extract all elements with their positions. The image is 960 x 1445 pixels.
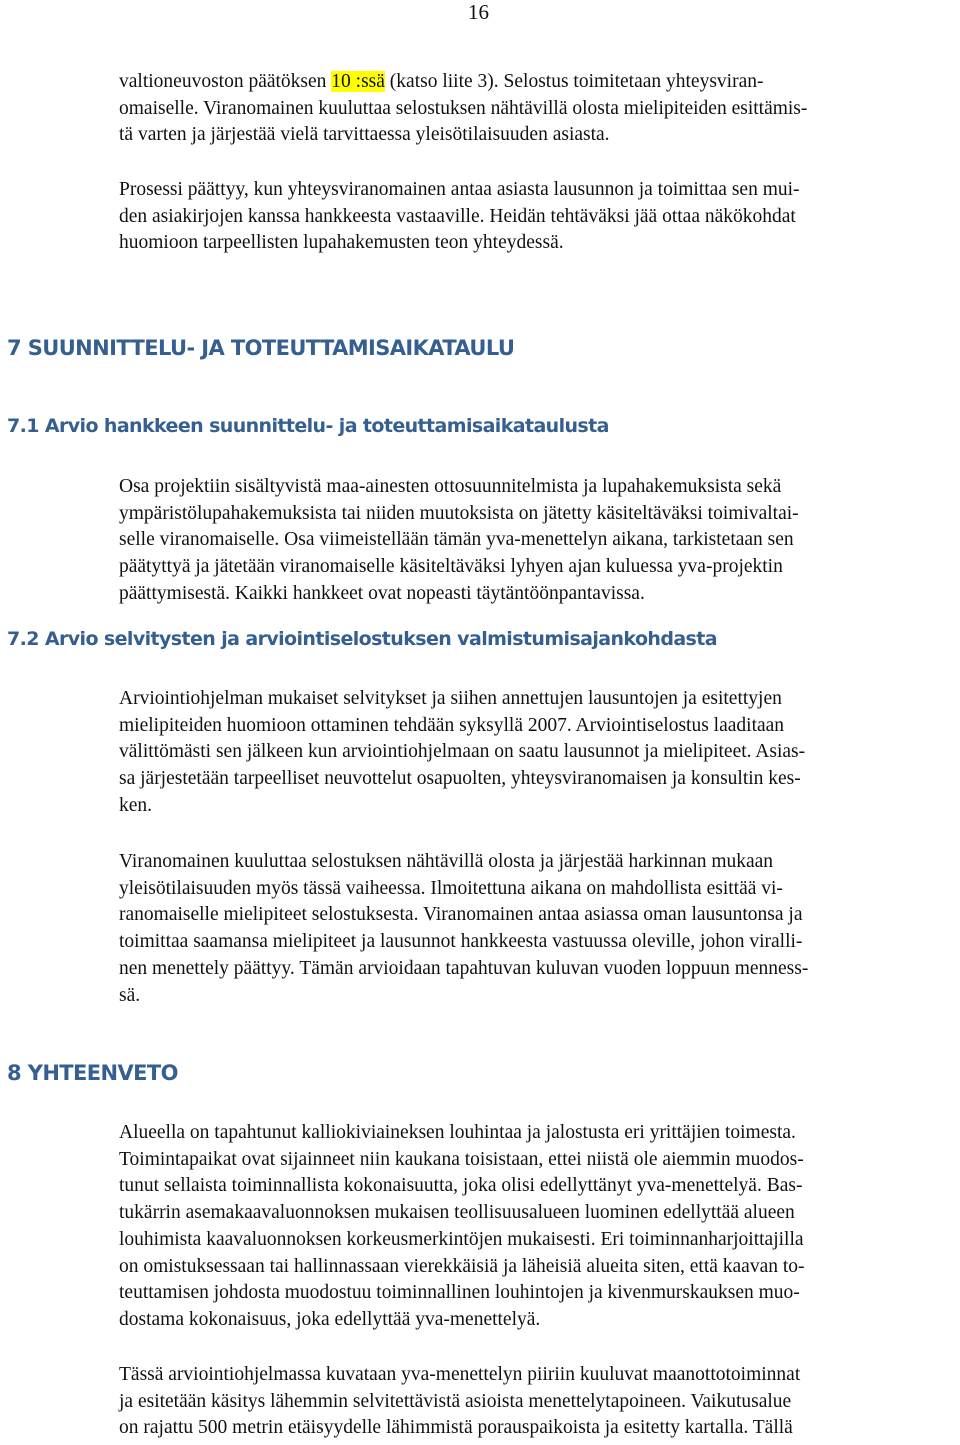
- text-line: Prosessi päättyy, kun yhteysviranomainen antaa asiasta lausunnon ja toimittaa sen mui-: [119, 179, 800, 200]
- text-line: louhimista kaavaluonnoksen korkeusmerkintöjen mukaisesti. Eri toiminnanharjoittajilla: [119, 1228, 804, 1250]
- text-line: Tässä arviointiohjelmassa kuvataan yva-menettelyn piiriin kuuluvat maanottotoiminnat: [119, 1364, 801, 1385]
- paragraph-viranomainen: [119, 849, 957, 1009]
- paragraph-alueella: [119, 1120, 957, 1334]
- paragraph-arviointiohjelma: [119, 686, 957, 820]
- paragraph-projektit: [119, 474, 957, 608]
- text-line: ympäristölupahakemuksista tai niiden muutoksista on jätetty käsiteltäväksi toimivaltai-: [119, 502, 799, 524]
- text-line: dostama kokonaisuus, joka edellyttää yva-menettelyä.: [119, 1308, 541, 1330]
- page-number: 16: [468, 0, 489, 24]
- text-line: Arviointiohjelman mukaiset selvitykset ja siihen annettujen lausuntojen ja esitettyjen: [119, 688, 782, 709]
- text-line: välittömästi sen jälkeen kun arviointiohjelmaan on saatu lausunnot ja mielipiteet. Asias-: [119, 741, 806, 763]
- paragraph-prosessi: [119, 177, 957, 257]
- highlighted-section-ref: 10 :ssä: [331, 71, 385, 92]
- text-line: den asiakirjojen kanssa hankkeesta vastaaville. Heidän tehtäväksi jää ottaa näkökohdat: [119, 205, 796, 227]
- text-line: yleisötilaisuuden myös tässä vaiheessa. Ilmoitettuna aikana on mahdollista esittää vi-: [119, 877, 783, 899]
- text-line: nen menettely päättyy. Tämän arvioidaan tapahtuvan kuluvan vuoden loppuun menness-: [119, 957, 809, 979]
- heading-8: 8 YHTEENVETO: [7, 1061, 178, 1085]
- text-line: päätyttyä ja jätetään viranomaiselle käsiteltäväksi lyhyen ajan kuluessa yva-projektin: [119, 556, 783, 578]
- text-line: on rajattu 500 metrin etäisyydelle lähimmistä porauspaikoista ja esitetty kartalla. Tällä: [119, 1417, 793, 1439]
- text-line: on omistuksessaan tai hallinnassaan vierekkäisiä ja läheisiä alueita siten, että kaavan to-: [119, 1255, 805, 1277]
- text-line: tukärrin asemakaavaluonnoksen mukaisen teollisuusalueen luominen edellyttää alueen: [119, 1202, 795, 1224]
- text-line: Alueella on tapahtunut kalliokiviaineksen louhintaa ja jalostusta eri yrittäjien toimesta.: [119, 1122, 796, 1143]
- text-line: tunut sellaista toiminnallista kokonaisuutta, joka olisi edellyttänyt yva-menettelyä. Bas-: [119, 1175, 803, 1197]
- text-line: ja esitetään käsitys lähemmin selvitettävistä asioista menettelytapoineen. Vaikutusalue: [119, 1390, 792, 1412]
- text-line: Osa projektiin sisältyvistä maa-ainesten ottosuunnitelmista ja lupahakemuksista sekä: [119, 476, 782, 497]
- text-line: mielipiteiden huomioon ottaminen tehdään syksyllä 2007. Arviointiselostus laaditaan: [119, 714, 785, 736]
- heading-7-2: 7.2 Arvio selvitysten ja arviointiselostuksen valmistumisajankohdasta: [7, 628, 717, 650]
- text-line: Viranomainen kuuluttaa selostuksen nähtävillä olosta ja järjestää harkinnan mukaan: [119, 851, 774, 872]
- text-line: sä.: [119, 984, 141, 1006]
- heading-7: 7 SUUNNITTELU- JA TOTEUTTAMISAIKATAULU: [7, 336, 515, 360]
- text-line: tä varten ja järjestää vielä tarvittaessa yleisötilaisuuden asiasta.: [119, 124, 610, 146]
- text-line: päättymisestä. Kaikki hankkeet ovat nopeasti täytäntöönpantavissa.: [119, 582, 645, 604]
- text-line: omaiselle. Viranomainen kuuluttaa selostuksen nähtävillä olosta mielipiteiden esittämis-: [119, 97, 808, 119]
- text-line: toimittaa saamansa mielipiteet ja lausunnot hankkeesta vastuussa oleville, johon viralli-: [119, 931, 803, 953]
- paragraph-selostus: [119, 69, 957, 149]
- text-line: Toimintapaikat ovat sijainneet niin kaukana toisistaan, ettei niistä ole aiemmin muodos-: [119, 1148, 804, 1170]
- text-line: ranomaiselle mielipiteet selostuksesta. Viranomainen antaa asiassa oman lausuntonsa ja: [119, 904, 803, 926]
- text-line: huomioon tarpeellisten lupahakemusten teon yhteydessä.: [119, 232, 564, 254]
- paragraph-tassa: [119, 1362, 957, 1442]
- text-line: valtioneuvoston päätöksen 10 :ssä (katso liite 3). Selostus toimitetaan yhteysviran-: [119, 71, 764, 92]
- text-line: selle viranomaiselle. Osa viimeistellään tämän yva-menettelyn aikana, tarkistetaan sen: [119, 529, 794, 551]
- text-line: sa järjestetään tarpeelliset neuvottelut osapuolten, yhteysviranomaisen ja konsultin kes-: [119, 768, 801, 790]
- text-line: ken.: [119, 794, 153, 816]
- heading-7-1: 7.1 Arvio hankkeen suunnittelu- ja toteuttamisaikataulusta: [7, 415, 609, 437]
- text-line: teuttamisen johdosta muodostuu toiminnallinen louhintojen ja kivenmurskauksen muo-: [119, 1282, 800, 1304]
